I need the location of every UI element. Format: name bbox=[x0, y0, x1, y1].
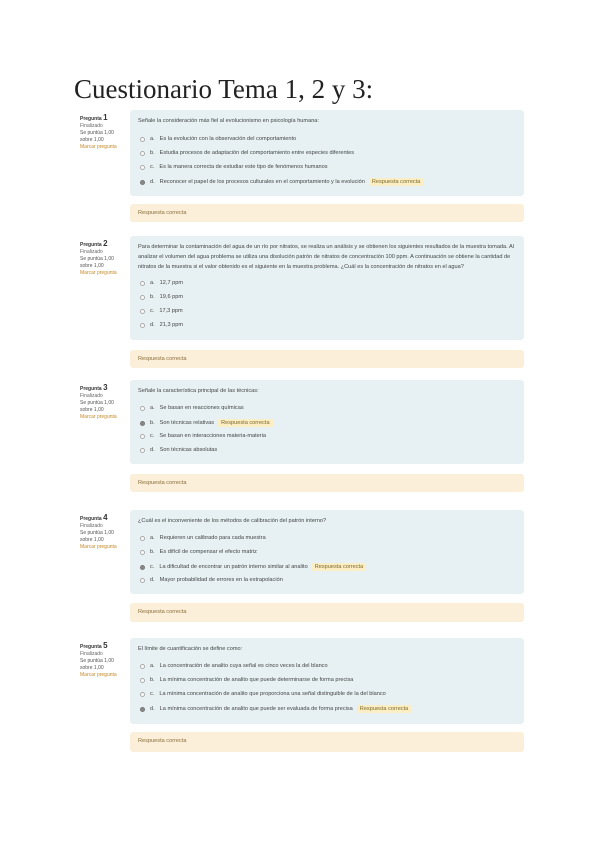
question-text: El límite de cuantificación se define como: bbox=[138, 646, 243, 652]
flag-question-link[interactable]: Marcar pregunta bbox=[80, 544, 117, 550]
option-text: 21,3 ppm bbox=[159, 322, 183, 328]
question-status: Finalizado bbox=[80, 523, 103, 529]
answer-option[interactable] bbox=[140, 577, 283, 583]
answer-option[interactable] bbox=[140, 447, 217, 453]
option-letter: c. bbox=[150, 433, 155, 439]
page-title: Cuestionario Tema 1, 2 y 3: bbox=[74, 74, 374, 104]
option-letter: a. bbox=[150, 136, 155, 142]
question-info bbox=[80, 514, 122, 551]
question-status: Finalizado bbox=[80, 249, 103, 255]
question-block-1 bbox=[80, 110, 524, 226]
option-text: 17,3 ppm bbox=[159, 308, 183, 314]
option-letter: b. bbox=[150, 677, 155, 683]
question-info bbox=[80, 114, 122, 151]
feedback-text: Respuesta correcta bbox=[138, 609, 187, 615]
option-letter: d. bbox=[150, 577, 155, 583]
option-text: La mínima concentración de analito que puede ser evaluada de forma precisa bbox=[159, 706, 353, 712]
question-number: 5 bbox=[103, 641, 108, 650]
radio-button[interactable] bbox=[140, 309, 145, 314]
question-number: 2 bbox=[103, 239, 108, 248]
question-label: Pregunta bbox=[80, 644, 102, 650]
answer-option[interactable] bbox=[140, 178, 423, 186]
answer-option[interactable] bbox=[140, 164, 328, 170]
answer-option[interactable] bbox=[140, 136, 296, 142]
radio-button[interactable] bbox=[140, 323, 145, 328]
feedback-text: Respuesta correcta bbox=[138, 480, 187, 486]
question-block-3 bbox=[80, 380, 524, 495]
flag-question-link[interactable]: Marcar pregunta bbox=[80, 672, 117, 678]
feedback-box bbox=[130, 350, 524, 368]
question-content bbox=[130, 110, 524, 196]
question-block-4 bbox=[80, 510, 524, 625]
radio-button[interactable] bbox=[140, 578, 145, 583]
feedback-box bbox=[130, 732, 524, 752]
answer-option[interactable] bbox=[140, 322, 183, 328]
question-number: 3 bbox=[103, 383, 108, 392]
flag-question-link[interactable]: Marcar pregunta bbox=[80, 414, 117, 420]
question-score: Se puntúa 1,00 sobre 1,00 bbox=[80, 256, 114, 269]
feedback-box bbox=[130, 603, 524, 622]
feedback-text: Respuesta correcta bbox=[138, 356, 187, 362]
option-text: Son técnicas relativas bbox=[159, 420, 215, 426]
flag-question-link[interactable]: Marcar pregunta bbox=[80, 144, 117, 150]
feedback-text: Respuesta correcta bbox=[138, 210, 187, 216]
feedback-box bbox=[130, 474, 524, 492]
radio-button[interactable] bbox=[140, 165, 145, 170]
radio-button[interactable] bbox=[140, 281, 145, 286]
answer-option[interactable] bbox=[140, 308, 183, 314]
radio-button[interactable] bbox=[140, 536, 145, 541]
option-text: Requieren un calibrado para cada muestra bbox=[159, 535, 266, 541]
answer-option[interactable] bbox=[140, 535, 266, 541]
answer-option[interactable] bbox=[140, 691, 386, 697]
correct-answer-badge: Respuesta correcta bbox=[312, 563, 367, 571]
question-status: Finalizado bbox=[80, 651, 103, 657]
feedback-text: Respuesta correcta bbox=[138, 738, 187, 744]
feedback-box bbox=[130, 204, 524, 222]
question-content bbox=[130, 638, 524, 724]
option-text: 19,6 ppm bbox=[159, 294, 183, 300]
option-letter: d. bbox=[150, 447, 155, 453]
question-block-2 bbox=[80, 236, 524, 370]
answer-option[interactable] bbox=[140, 405, 244, 411]
radio-button[interactable] bbox=[140, 434, 145, 439]
option-letter: b. bbox=[150, 150, 155, 156]
correct-answer-badge: Respuesta correcta bbox=[218, 419, 273, 427]
radio-button[interactable] bbox=[140, 448, 145, 453]
option-text: La mínima concentración de analito que proporciona una señal distinguible de la del blanco bbox=[159, 691, 386, 697]
radio-button-selected[interactable] bbox=[140, 180, 145, 185]
question-number: 1 bbox=[103, 113, 108, 122]
answer-option[interactable] bbox=[140, 663, 328, 669]
option-letter: a. bbox=[150, 405, 155, 411]
option-letter: d. bbox=[150, 706, 155, 712]
option-letter: a. bbox=[150, 280, 155, 286]
option-text: Estudia procesos de adaptación del comportamiento entre especies diferentes bbox=[159, 150, 355, 156]
question-info bbox=[80, 240, 122, 277]
radio-button[interactable] bbox=[140, 151, 145, 156]
option-letter: a. bbox=[150, 535, 155, 541]
answer-option[interactable] bbox=[140, 563, 366, 571]
option-text: Mayor probabilidad de errores en la extrapolación bbox=[159, 577, 283, 583]
question-content bbox=[130, 510, 524, 594]
radio-button[interactable] bbox=[140, 137, 145, 142]
question-block-5 bbox=[80, 638, 524, 756]
question-score: Se puntúa 1,00 sobre 1,00 bbox=[80, 400, 114, 413]
option-text: La mínima concentración de analito que puede determinarse de forma precisa bbox=[159, 677, 354, 683]
radio-button-selected[interactable] bbox=[140, 707, 145, 712]
radio-button-selected[interactable] bbox=[140, 565, 145, 570]
question-label: Pregunta bbox=[80, 516, 102, 522]
option-text: Reconocer el papel de los procesos culturales en el comportamiento y la evolución bbox=[159, 179, 365, 185]
question-score: Se puntúa 1,00 sobre 1,00 bbox=[80, 130, 114, 143]
radio-button[interactable] bbox=[140, 295, 145, 300]
radio-button[interactable] bbox=[140, 406, 145, 411]
radio-button[interactable] bbox=[140, 692, 145, 697]
question-status: Finalizado bbox=[80, 393, 103, 399]
option-text: La dificultad de encontrar un patrón interno similar al analito bbox=[159, 564, 308, 570]
radio-button[interactable] bbox=[140, 664, 145, 669]
option-letter: c. bbox=[150, 691, 155, 697]
question-status: Finalizado bbox=[80, 123, 103, 129]
option-letter: c. bbox=[150, 564, 155, 570]
flag-question-link[interactable]: Marcar pregunta bbox=[80, 270, 117, 276]
option-text: 12,7 ppm bbox=[159, 280, 183, 286]
question-text: ¿Cuál es el inconveniente de los métodos de calibración del patrón interno? bbox=[138, 518, 327, 524]
answer-option[interactable] bbox=[140, 433, 266, 439]
question-content bbox=[130, 236, 524, 340]
option-letter: d. bbox=[150, 179, 155, 185]
answer-option[interactable] bbox=[140, 549, 257, 555]
option-text: Es la evolución con la observación del comportamiento bbox=[159, 136, 297, 142]
question-label: Pregunta bbox=[80, 242, 102, 248]
question-info bbox=[80, 642, 122, 679]
radio-button[interactable] bbox=[140, 678, 145, 683]
answer-option[interactable] bbox=[140, 705, 411, 713]
option-text: Es difícil de compensar el efecto matriz bbox=[159, 549, 257, 555]
option-letter: c. bbox=[150, 164, 155, 170]
question-number: 4 bbox=[103, 513, 108, 522]
question-content bbox=[130, 380, 524, 464]
answer-option[interactable] bbox=[140, 677, 353, 683]
option-letter: b. bbox=[150, 549, 155, 555]
option-letter: b. bbox=[150, 420, 155, 426]
option-letter: b. bbox=[150, 294, 155, 300]
radio-button[interactable] bbox=[140, 550, 145, 555]
option-letter: c. bbox=[150, 308, 155, 314]
answer-option[interactable] bbox=[140, 294, 183, 300]
answer-option[interactable] bbox=[140, 419, 273, 427]
question-score: Se puntúa 1,00 sobre 1,00 bbox=[80, 530, 114, 543]
option-text: Se basan en interacciones materia-materia bbox=[159, 433, 267, 439]
question-label: Pregunta bbox=[80, 386, 102, 392]
option-text: Son técnicas absolutas bbox=[159, 447, 218, 453]
correct-answer-badge: Respuesta correcta bbox=[357, 705, 412, 713]
option-text: Es la manera correcta de estudiar este tipo de fenómenos humanos bbox=[159, 164, 328, 170]
answer-option[interactable] bbox=[140, 150, 354, 156]
correct-answer-badge: Respuesta correcta bbox=[369, 178, 424, 186]
answer-option[interactable] bbox=[140, 280, 183, 286]
question-score: Se puntúa 1,00 sobre 1,00 bbox=[80, 658, 114, 671]
option-letter: d. bbox=[150, 322, 155, 328]
question-text: Señale la consideración más fiel al evolucionismo en psicología humana: bbox=[138, 118, 319, 124]
radio-button-selected[interactable] bbox=[140, 421, 145, 426]
option-text: Se basan en reacciones químicas bbox=[159, 405, 244, 411]
question-text: Para determinar la contaminación del agua de un río por nitratos, se realiza un análisis y se obtienen los siguientes resultados de la muestra tomada. Al analizar el volumen del agua problema se utiliza una disolución patrón de nitratos de concentración 100 ppm. A continuación se obtiene la cantidad de nitratos de la muestra si el valor obtenido es el siguiente en la muestra problema. ¿Cuál es la concentración de nitratos en el agua? bbox=[138, 244, 514, 270]
question-text: Señale la característica principal de las técnicas: bbox=[138, 388, 259, 394]
question-label: Pregunta bbox=[80, 116, 102, 122]
option-letter: a. bbox=[150, 663, 155, 669]
question-info bbox=[80, 384, 122, 421]
option-text: La concentración de analito cuya señal es cinco veces la del blanco bbox=[159, 663, 328, 669]
